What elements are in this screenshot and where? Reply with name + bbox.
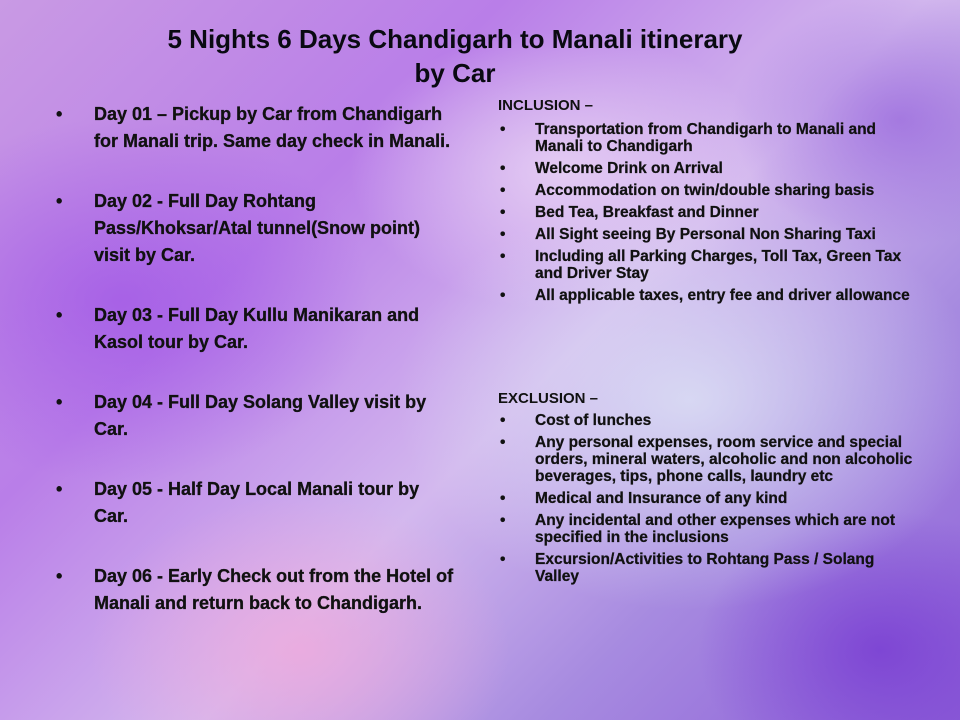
bullet-icon: • [56,104,63,124]
title-line-2: by Car [414,58,496,88]
bullet-icon: • [500,204,506,221]
exclusion-list [498,412,918,590]
itinerary-day-6 [56,563,456,617]
inclusion-item [498,248,918,282]
bullet-icon: • [500,121,506,138]
inclusion-list [498,121,918,309]
inclusion-heading: INCLUSION – [498,97,594,114]
bullet-icon: • [500,490,506,507]
inclusion-text: Welcome Drink on Arrival [535,160,723,177]
itinerary-day-3 [56,302,456,356]
itinerary-list [56,101,456,617]
inclusion-item [498,121,918,155]
title-line-1: 5 Nights 6 Days Chandigarh to Manali itinerary [167,24,743,54]
exclusion-heading: EXCLUSION – [498,390,599,407]
exclusion-text: Cost of lunches [535,412,652,429]
bullet-icon: • [56,305,63,325]
itinerary-day-1 [56,101,456,155]
itinerary-text: Day 01 – Pickup by Car from Chandigarh for Manali trip. Same day check in Manali. [94,104,451,151]
exclusion-item [498,551,918,585]
exclusion-text: Any personal expenses, room service and special orders, mineral waters, alcoholic and non alcoholic beverages, tips, phone calls, laundry etc [535,434,913,485]
inclusion-item [498,160,918,177]
bullet-icon: • [500,160,506,177]
itinerary-text: Day 03 - Full Day Kullu Manikaran and Kasol tour by Car. [94,305,420,352]
bullet-icon: • [500,248,506,265]
itinerary-text: Day 05 - Half Day Local Manali tour by Car. [94,479,420,526]
exclusion-text: Excursion/Activities to Rohtang Pass / Solang Valley [535,551,875,585]
page-title [60,22,850,90]
inclusion-text: Transportation from Chandigarh to Manali and Manali to Chandigarh [535,121,877,155]
inclusion-text: Accommodation on twin/double sharing basis [535,182,875,199]
inclusion-item [498,287,918,304]
bullet-icon: • [500,182,506,199]
itinerary-text: Day 04 - Full Day Solang Valley visit by Car. [94,392,427,439]
exclusion-item [498,490,918,507]
inclusion-text: All applicable taxes, entry fee and driver allowance [535,287,910,304]
itinerary-day-4 [56,389,456,443]
exclusion-text: Medical and Insurance of any kind [535,490,788,507]
bullet-icon: • [500,551,506,568]
bullet-icon: • [500,434,506,451]
exclusion-text: Any incidental and other expenses which are not specified in the inclusions [535,512,896,546]
bullet-icon: • [500,412,506,429]
inclusion-item [498,182,918,199]
itinerary-day-2 [56,188,456,269]
inclusion-text: All Sight seeing By Personal Non Sharing Taxi [535,226,876,243]
inclusion-text: Bed Tea, Breakfast and Dinner [535,204,759,221]
exclusion-item [498,434,918,485]
bullet-icon: • [500,226,506,243]
bullet-icon: • [56,566,63,586]
exclusion-item [498,512,918,546]
inclusion-item [498,204,918,221]
inclusion-text: Including all Parking Charges, Toll Tax, Green Tax and Driver Stay [535,248,902,282]
itinerary-text: Day 02 - Full Day Rohtang Pass/Khoksar/Atal tunnel(Snow point) visit by Car. [94,191,421,265]
itinerary-day-5 [56,476,456,530]
bullet-icon: • [56,392,63,412]
bullet-icon: • [56,479,63,499]
bullet-icon: • [56,191,63,211]
bullet-icon: • [500,287,506,304]
itinerary-text: Day 06 - Early Check out from the Hotel of Manali and return back to Chandigarh. [94,566,454,613]
inclusion-item [498,226,918,243]
exclusion-item [498,412,918,429]
bullet-icon: • [500,512,506,529]
